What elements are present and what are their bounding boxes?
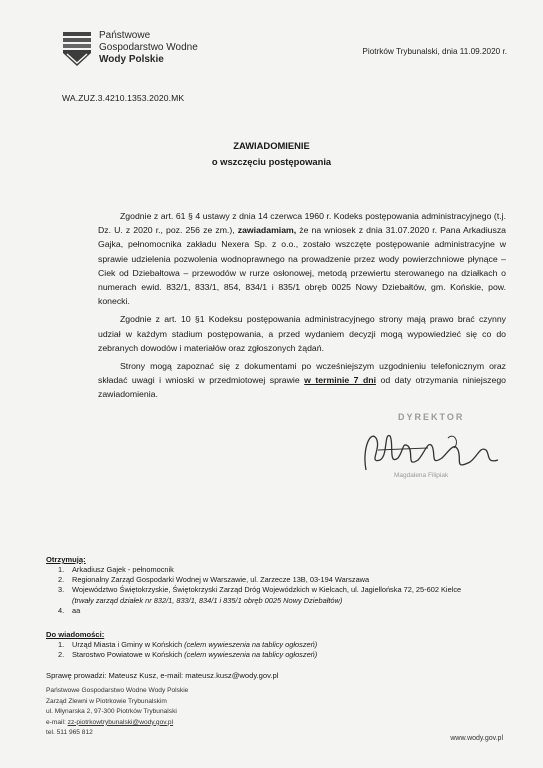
- footer-line-3: ul. Młynarska 2, 97-300 Piotrków Trybunalski: [46, 708, 177, 716]
- footer-phone: tel. 511 965 812: [46, 729, 93, 737]
- footer-line-1: Państwowe Gospodarstwo Wodne Wody Polskie: [46, 687, 189, 694]
- paragraph-2: Zgodnie z art. 10 §1 Kodeksu postępowania administracyjnego strony mają prawo brać czynny udział w każdym stadium postępowania, a przed wydaniem decyzji mogą wypowiedzieć się co do zebranych dowodów i materiałów oraz zgłoszonych żądań.: [98, 314, 506, 353]
- recipients-note: (trwały zarząd działek nr 832/1, 833/1, 834/1 i 835/1 obręb 0025 Nowy Dziebałtów): [72, 595, 343, 605]
- logo-line-3: Wody Polskie: [99, 54, 164, 65]
- stamp-title: DYREKTOR: [398, 412, 465, 422]
- paragraph-1: [98, 209, 506, 308]
- list-item: 1. Arkadiusz Gajek - pełnomocnik: [58, 565, 174, 574]
- signature-block: [358, 412, 508, 492]
- for-info-list: [58, 640, 518, 660]
- for-info-heading: Do wiadomości:: [46, 630, 105, 639]
- logo-text: [99, 30, 198, 66]
- list-item: 2. Starostwo Powiatowe w Końskich (celem wywieszenia na tablicy ogłoszeń): [58, 650, 318, 660]
- document-body: [98, 209, 506, 402]
- recipients-list: [58, 565, 518, 616]
- list-item: 3. Województwo Świętokrzyskie, Świętokrzyski Zarząd Dróg Wojewódzkich w Kielcach, ul. Jagiellońska 72, 25-602 Kielce: [58, 585, 462, 595]
- p3-deadline: w terminie 7 dni: [304, 375, 377, 386]
- place-date: Piotrków Trybunalski, dnia 11.09.2020 r.: [362, 47, 507, 56]
- p1-text-a: Zgodnie z art. 61 § 4 ustawy z dnia 14 czerwca 1960 r. Kodeks postępowania administracyjnego (t.j. Dz. U. z 2020 r., poz. 256 ze zm.),: [98, 211, 506, 236]
- footer-email-link[interactable]: zz-piotrkowtrybunalski@wody.gov.pl: [67, 718, 174, 726]
- handwritten-signature-icon: [358, 420, 508, 480]
- document-title: ZAWIADOMIENIE: [233, 140, 310, 151]
- list-item: 2. Regionalny Zarząd Gospodarki Wodnej w Warszawie, ul. Zarzecze 13B, 03-194 Warszawa: [58, 575, 370, 585]
- list-item: 1. Urząd Miasta i Gminy w Końskich (celem wywieszenia na tablicy ogłoszeń): [58, 640, 318, 649]
- logo-line-1: Państwowe: [99, 30, 151, 41]
- wody-polskie-logo-icon: [62, 30, 92, 68]
- logo-line-2: Gospodarstwo Wodne: [99, 42, 198, 53]
- recipients-heading: Otrzymują:: [46, 555, 86, 564]
- stamp-name: Magdalena Filipiak: [394, 472, 449, 479]
- p1-text-b: że na wniosek z dnia 31.07.2020 r. Pana Arkadiusza Gajka, pełnomocnika zakładu Nexera Sp. z o.o., zostało wszczęte postępowanie administracyjne w sprawie udzielenia pozwolenia wodnoprawnego na prowadzenie przez wody powierzchniowe płynące – Ciek od Dziebałtowa – przewodów w rurze osłonowej, metodą przewiertu sterowanego na działkach o numerach ewid. 832/1, 833/1, 854, 834/1 i 835/1 obręb 0025 Nowy Dziebałtów, gm. Końskie, pow. konecki.: [98, 225, 506, 307]
- document-subtitle: o wszczęciu postępowania: [211, 156, 332, 167]
- website-link[interactable]: www.wody.gov.pl: [450, 735, 503, 742]
- reference-number: WA.ZUZ.3.4210.1353.2020.MK: [62, 93, 185, 103]
- footer-line-2: Zarząd Zlewni w Piotrkowie Trybunalskim: [46, 697, 167, 705]
- p1-bold: zawiadamiam,: [237, 225, 297, 236]
- footer-email: e-mail: zz-piotrkowtrybunalski@wody.gov.pl: [46, 718, 174, 726]
- footer-address: [46, 686, 188, 739]
- contact-person: Sprawę prowadzi: Mateusz Kusz, e-mail: mateusz.kusz@wody.gov.pl: [46, 671, 279, 680]
- p3-text-a: Strony mogą zapoznać się z dokumentami po wcześniejszym uzgodnieniu telefonicznym oraz składać uwagi i wnioski w przedmiotowej sprawie: [98, 361, 506, 386]
- paragraph-3: [98, 359, 506, 402]
- p3-text-b: od daty otrzymania niniejszego zawiadomienia.: [98, 375, 506, 400]
- list-item: 4. aa: [58, 605, 81, 615]
